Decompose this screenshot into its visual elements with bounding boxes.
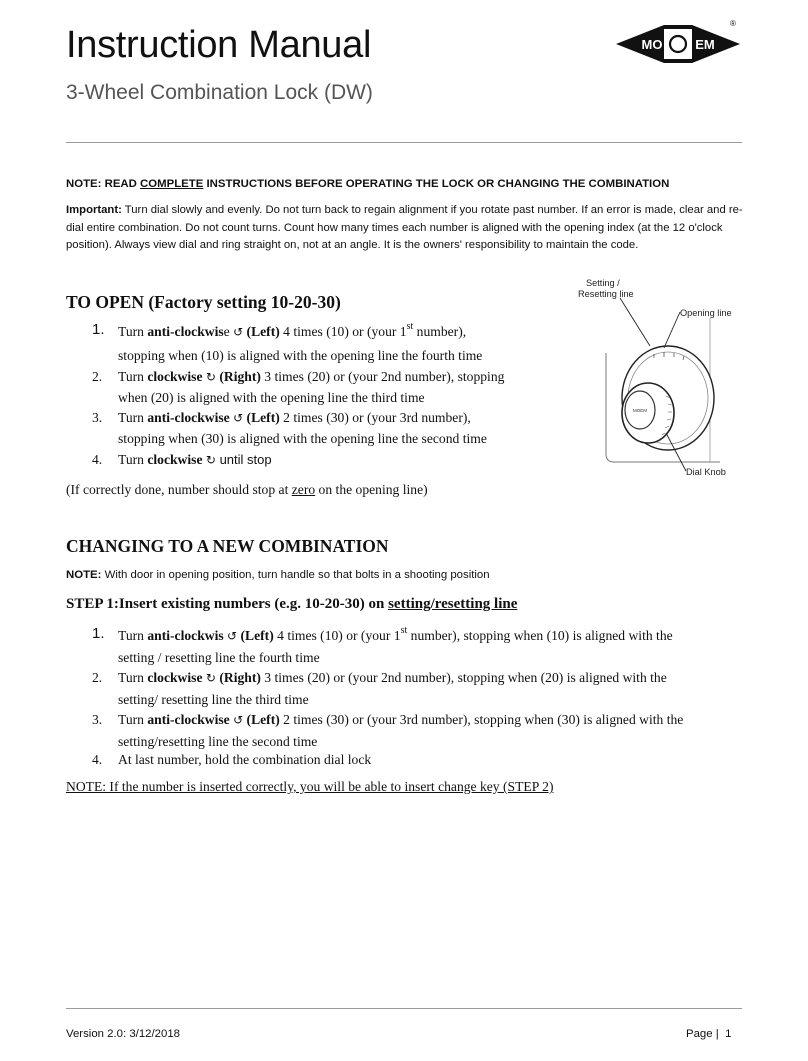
clockwise-icon: ↻ <box>205 453 216 467</box>
change-key-footnote: NOTE: If the number is inserted correctly, you will be able to insert change key (STEP 2) <box>66 779 554 794</box>
lock-diagram <box>570 278 770 483</box>
note-emphasis: COMPLETE <box>140 178 204 190</box>
lock-drawing <box>570 278 770 483</box>
dial-knob-label: Dial Knob <box>686 467 726 477</box>
important-text: Turn dial slowly and evenly. Do not turn back to regain alignment if you rotate past number. If an error is made, clear and re-dial entire combination. Do not count turns. Count how many times each number is aligned with the opening index (at the 12 o'clock position). Always view dial and ring straight on, not at an angle. It is the owners' responsibility to maintain the code. <box>66 204 743 251</box>
registered-mark: ® <box>730 19 736 28</box>
logo-text-left: MO <box>641 37 663 52</box>
list-item-continuation: stopping when (10) is aligned with the opening line the fourth time <box>118 348 483 363</box>
footer-divider <box>66 1008 742 1009</box>
header-divider <box>66 142 742 143</box>
anticlockwise-icon: ↺ <box>233 325 244 339</box>
page-subtitle: 3-Wheel Combination Lock (DW) <box>66 81 373 104</box>
list-item-continuation: stopping when (30) is aligned with the opening line the second time <box>118 431 487 446</box>
read-instructions-note <box>66 178 669 190</box>
anticlockwise-icon: ↺ <box>233 713 244 727</box>
open-result-note: (If correctly done, number should stop at zero on the opening line) <box>66 482 428 497</box>
list-item-continuation: when (20) is aligned with the opening line the third time <box>118 390 425 405</box>
clockwise-icon: ↻ <box>205 370 216 384</box>
important-label: Important: <box>66 204 122 216</box>
resetting-line-label: Resetting line <box>578 289 634 299</box>
footer-page: Page | 1 <box>686 1028 732 1040</box>
page-title: Instruction Manual <box>66 24 372 66</box>
clockwise-icon: ↻ <box>205 671 216 685</box>
list-item-continuation: setting / resetting line the fourth time <box>118 650 320 665</box>
anticlockwise-icon: ↺ <box>233 411 244 425</box>
knob-brand: MOEM <box>633 408 647 413</box>
change-heading: CHANGING TO A NEW COMBINATION <box>66 536 389 556</box>
step1-heading: STEP 1:Insert existing numbers (e.g. 10-20-30) on setting/resetting line <box>66 596 518 612</box>
bolt-position-note: NOTE: With door in opening position, turn handle so that bolts in a shooting position <box>66 569 490 581</box>
important-paragraph <box>66 202 746 255</box>
page-number: 1 <box>725 1028 732 1040</box>
opening-line-label: Opening line <box>680 308 732 318</box>
setting-resetting-link: setting/resetting line <box>388 596 518 612</box>
footer-version: Version 2.0: 3/12/2018 <box>66 1028 180 1040</box>
list-item-continuation: setting/ resetting line the third time <box>118 692 309 707</box>
setting-line-label: Setting / <box>586 278 620 288</box>
zero-underlined: zero <box>291 482 316 497</box>
note-prefix: NOTE: READ <box>66 178 141 190</box>
open-heading: TO OPEN (Factory setting 10-20-30) <box>66 292 341 312</box>
list-item-continuation: setting/resetting line the second time <box>118 734 318 749</box>
anticlockwise-icon: ↺ <box>227 629 238 643</box>
note-suffix: INSTRUCTIONS BEFORE OPERATING THE LOCK OR CHANGING THE COMBINATION <box>203 178 670 190</box>
moem-logo <box>614 18 742 70</box>
logo-text-right: EM <box>695 37 715 52</box>
